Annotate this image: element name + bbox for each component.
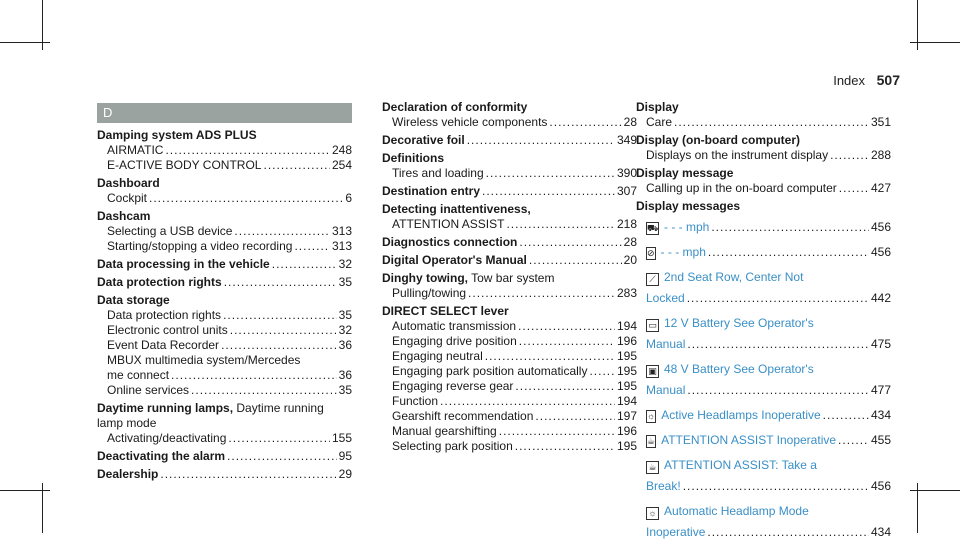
dot-leader xyxy=(149,191,343,206)
message-text[interactable]: 2nd Seat Row, Center Not xyxy=(664,270,804,284)
entry-heading: Display messages xyxy=(636,199,741,213)
sub-entry xyxy=(382,364,637,379)
page-ref[interactable]: 28 xyxy=(623,235,637,249)
entry-heading-cont: lamp mode xyxy=(97,416,157,430)
entry-text[interactable]: Manual xyxy=(646,383,686,397)
index-entry-line xyxy=(107,224,352,239)
page-ref[interactable]: 248 xyxy=(331,143,352,157)
index-entry xyxy=(636,100,891,130)
page-number: 507 xyxy=(876,72,900,88)
index-entry xyxy=(382,133,637,148)
dot-leader xyxy=(272,257,337,272)
index-entry-line xyxy=(392,217,637,232)
entry-heading: Dashboard xyxy=(97,176,160,190)
entry-text: Wireless vehicle components xyxy=(392,115,548,129)
sub-entry xyxy=(382,349,637,364)
sub-entry xyxy=(382,394,637,409)
page-ref[interactable]: 194 xyxy=(616,394,637,408)
sub-entry xyxy=(97,323,352,338)
dot-leader xyxy=(499,424,615,439)
entry-text: Starting/stopping a video recording xyxy=(107,239,293,253)
message-line xyxy=(646,455,891,476)
dot-leader xyxy=(230,323,337,338)
index-entry-line xyxy=(392,424,637,439)
index-entry xyxy=(382,202,637,232)
page-ref[interactable]: 95 xyxy=(338,449,352,463)
index-column-2 xyxy=(382,100,637,457)
dot-leader xyxy=(263,158,329,173)
index-entry xyxy=(636,133,891,163)
dot-leader xyxy=(482,184,615,199)
index-entry xyxy=(97,257,352,272)
message-text[interactable]: ATTENTION ASSIST Inoperative xyxy=(661,433,837,447)
sub-entry xyxy=(97,338,352,353)
entry-heading: Display (on-board computer) xyxy=(636,133,801,147)
dot-leader xyxy=(515,379,615,394)
index-entry xyxy=(382,253,637,268)
dot-leader xyxy=(683,476,869,497)
dot-leader xyxy=(515,439,615,454)
crop-mark xyxy=(0,490,50,491)
entry-text: Data protection rights xyxy=(97,275,222,289)
message-line xyxy=(646,313,891,334)
entry-text: Manual gearshifting xyxy=(392,424,497,438)
sub-entry xyxy=(382,319,637,334)
seat-icon: ⟋ xyxy=(646,273,659,286)
entry-text: me connect xyxy=(107,368,170,382)
entry-text: Engaging neutral xyxy=(392,349,483,363)
entry-heading: Data storage xyxy=(97,293,170,307)
dot-leader xyxy=(467,133,615,148)
message-text[interactable]: Automatic Headlamp Mode xyxy=(664,504,809,518)
message-text[interactable]: - - - mph xyxy=(660,245,706,259)
coffee-cup-icon: ☕ xyxy=(647,436,656,446)
entry-text: Care xyxy=(646,115,673,129)
entry-text: Engaging park position automatically xyxy=(392,364,588,378)
display-message-entry xyxy=(636,267,891,309)
index-entry-line xyxy=(392,166,637,181)
index-entry xyxy=(636,166,891,196)
dot-leader xyxy=(830,148,869,163)
entry-text: Diagnostics connection xyxy=(382,235,518,249)
dot-leader xyxy=(529,253,622,268)
sub-entry xyxy=(97,224,352,239)
index-entry-line xyxy=(392,364,637,379)
entry-text: Dealership xyxy=(97,467,159,481)
page-header xyxy=(833,72,900,88)
page-ref[interactable]: 6 xyxy=(345,191,352,205)
coffee-cup-icon: ☕ xyxy=(646,461,659,474)
entry-heading xyxy=(97,401,352,416)
index-entry xyxy=(97,467,352,482)
display-message-entry xyxy=(636,313,891,355)
sub-entry xyxy=(97,308,352,323)
page-ref[interactable]: 442 xyxy=(870,291,891,305)
entry-text: Event Data Recorder xyxy=(107,338,220,352)
entry-text: Calling up in the on-board computer xyxy=(646,181,837,195)
dot-leader xyxy=(549,115,621,130)
dot-leader xyxy=(440,394,615,409)
page-ref[interactable]: 32 xyxy=(338,323,352,337)
dot-leader xyxy=(589,364,615,379)
crop-mark xyxy=(0,42,50,43)
dot-leader xyxy=(708,242,869,263)
crop-mark xyxy=(910,42,960,43)
index-entry-line xyxy=(392,115,637,130)
index-entry xyxy=(382,100,637,130)
index-entry-line xyxy=(392,349,637,364)
dot-leader xyxy=(838,430,869,451)
index-entry xyxy=(97,401,352,446)
entry-text: Activating/deactivating xyxy=(107,431,227,445)
headlamp-icon: ☼ xyxy=(646,507,659,520)
entry-heading: Damping system ADS PLUS xyxy=(97,128,257,142)
entry-see-also: Daytime running xyxy=(233,401,324,415)
index-entry-line xyxy=(646,148,891,163)
page-ref[interactable]: 349 xyxy=(616,133,637,147)
message-text[interactable]: - - - mph xyxy=(664,220,710,234)
entry-text: Displays on the instrument display xyxy=(646,148,829,162)
battery-48v-icon: ▣ xyxy=(646,365,659,378)
index-entry-line xyxy=(107,143,352,158)
entry-text: Destination entry xyxy=(382,184,481,198)
index-entry xyxy=(382,304,637,454)
message-text[interactable]: 48 V Battery See Operator's xyxy=(664,362,814,376)
entry-text[interactable]: Manual xyxy=(646,337,686,351)
message-line xyxy=(646,501,891,522)
dot-leader xyxy=(518,319,615,334)
page-ref[interactable]: 456 xyxy=(870,479,891,493)
sub-entry xyxy=(382,439,637,454)
index-entry-line xyxy=(392,439,637,454)
page-ref[interactable]: 455 xyxy=(870,433,891,447)
index-entry xyxy=(382,184,637,199)
dot-leader xyxy=(165,143,330,158)
index-entry-line xyxy=(107,338,352,353)
index-entry-line xyxy=(107,158,352,173)
display-message-entry xyxy=(636,359,891,401)
entry-text: Digital Operator's Manual xyxy=(382,253,527,267)
index-entry-line xyxy=(646,430,891,451)
index-entry xyxy=(97,449,352,464)
index-entry-line xyxy=(382,253,637,268)
index-entry-line xyxy=(392,379,637,394)
message-line xyxy=(646,267,891,288)
page-ref[interactable]: 194 xyxy=(616,319,637,333)
entry-text: Pulling/towing xyxy=(392,286,467,300)
page-ref[interactable]: 20 xyxy=(623,253,637,267)
dot-leader xyxy=(485,349,615,364)
entry-heading: DIRECT SELECT lever xyxy=(382,304,509,318)
index-entry-line xyxy=(646,217,891,238)
index-entry-line xyxy=(646,242,891,263)
sub-entry xyxy=(636,115,891,130)
page-ref[interactable]: 427 xyxy=(870,181,891,195)
battery-icon: ▭ xyxy=(646,319,659,332)
entry-text: Online services xyxy=(107,383,190,397)
index-entry-line xyxy=(646,380,891,401)
sub-entry xyxy=(382,379,637,394)
car-lane-icon: ⛟ xyxy=(647,223,659,233)
page-ref[interactable]: 218 xyxy=(616,217,637,231)
sub-entry xyxy=(382,424,637,439)
index-entry-line xyxy=(646,181,891,196)
sub-entry xyxy=(97,191,352,206)
index-entry-line xyxy=(107,308,352,323)
entry-text: Gearshift recommendation xyxy=(392,409,534,423)
index-entry-line xyxy=(97,257,352,272)
dot-leader xyxy=(171,368,337,383)
entry-text[interactable]: Locked xyxy=(646,291,685,305)
entry-text: ATTENTION ASSIST xyxy=(392,217,505,231)
index-column-1 xyxy=(97,100,352,485)
dot-leader xyxy=(687,288,869,309)
entry-heading: Definitions xyxy=(382,151,444,165)
index-entry xyxy=(382,235,637,250)
dot-leader xyxy=(687,380,869,401)
message-line xyxy=(646,359,891,380)
sub-entry xyxy=(97,383,352,398)
page-ref[interactable]: 313 xyxy=(331,239,352,253)
dot-leader xyxy=(223,308,337,323)
dot-leader xyxy=(486,166,615,181)
index-entry-line xyxy=(382,133,637,148)
index-entry-line xyxy=(646,288,891,309)
dot-leader xyxy=(687,334,869,355)
dot-leader xyxy=(227,449,337,464)
index-entry xyxy=(382,151,637,181)
entry-text: Decorative foil xyxy=(382,133,465,147)
entry-text[interactable]: Inoperative xyxy=(646,525,706,539)
page-ref[interactable]: 36 xyxy=(338,368,352,382)
page-ref[interactable]: 35 xyxy=(338,275,352,289)
entry-text: Selecting a USB device xyxy=(107,224,233,238)
sub-entry xyxy=(382,409,637,424)
index-entry xyxy=(97,128,352,173)
page-ref[interactable]: 29 xyxy=(338,467,352,481)
section-letter-header: D xyxy=(97,103,352,123)
sub-entry xyxy=(97,239,352,254)
index-entry-line xyxy=(392,409,637,424)
page-ref[interactable]: 313 xyxy=(331,224,352,238)
index-entry-line xyxy=(382,184,637,199)
page-ref[interactable]: 196 xyxy=(616,424,637,438)
index-entry-line xyxy=(107,431,352,446)
entry-text: Data protection rights xyxy=(107,308,222,322)
page-ref[interactable]: 155 xyxy=(331,431,352,445)
sub-entry xyxy=(382,166,637,181)
index-entry xyxy=(97,293,352,398)
entry-heading-bold: Dinghy towing, xyxy=(382,271,468,285)
page-ref[interactable]: 475 xyxy=(870,337,891,351)
message-text[interactable]: Active Headlamps Inoperative xyxy=(661,408,821,422)
index-entry-line xyxy=(107,368,352,383)
crop-mark xyxy=(910,490,960,491)
index-entry xyxy=(382,271,637,301)
entry-text: AIRMATIC xyxy=(107,143,164,157)
page-ref[interactable]: 36 xyxy=(338,338,352,352)
page-ref[interactable]: 390 xyxy=(616,166,637,180)
dot-leader xyxy=(506,217,615,232)
page-ref[interactable]: 35 xyxy=(338,308,352,322)
page-ref[interactable]: 196 xyxy=(616,334,637,348)
index-entry-line xyxy=(392,286,637,301)
sub-entry xyxy=(636,148,891,163)
display-message-entry xyxy=(636,455,891,497)
page-ref[interactable]: 254 xyxy=(331,158,352,172)
display-message-entry xyxy=(636,217,891,238)
dot-leader xyxy=(535,409,615,424)
page-ref[interactable]: 283 xyxy=(616,286,637,300)
entry-heading: Display xyxy=(636,100,679,114)
page-ref[interactable]: 195 xyxy=(616,349,637,363)
entry-heading: Dashcam xyxy=(97,209,151,223)
headlamp-icon: ☼ xyxy=(647,411,656,421)
sub-entry xyxy=(97,431,352,446)
page-ref[interactable]: 456 xyxy=(870,245,891,259)
entry-heading xyxy=(382,271,637,286)
index-entry-line xyxy=(646,334,891,355)
page-ref[interactable]: 35 xyxy=(338,383,352,397)
page-ref[interactable]: 307 xyxy=(616,184,637,198)
entry-see-also: Tow bar system xyxy=(468,271,555,285)
index-entry-line xyxy=(107,323,352,338)
entry-text: Tires and loading xyxy=(392,166,484,180)
index-entry-line xyxy=(392,394,637,409)
entry-text: Engaging reverse gear xyxy=(392,379,514,393)
page-ref[interactable]: 434 xyxy=(870,408,891,422)
page-ref[interactable]: 28 xyxy=(623,115,637,129)
entry-heading: Declaration of conformity xyxy=(382,100,528,114)
header-label: Index xyxy=(833,73,866,88)
dot-leader xyxy=(839,181,869,196)
dot-leader xyxy=(221,338,337,353)
page-ref[interactable]: 477 xyxy=(870,383,891,397)
display-message-entry xyxy=(636,242,891,263)
entry-text: Automatic transmission xyxy=(392,319,517,333)
dot-leader xyxy=(519,235,621,250)
page-ref[interactable]: 456 xyxy=(870,220,891,234)
index-entry-line xyxy=(646,476,891,497)
entry-text: E-ACTIVE BODY CONTROL xyxy=(107,158,262,172)
entry-text: Data processing in the vehicle xyxy=(97,257,270,271)
dot-leader xyxy=(234,224,330,239)
entry-text: MBUX multimedia system/Mercedes xyxy=(107,353,301,367)
entry-text: Function xyxy=(392,394,439,408)
index-entry-line xyxy=(107,383,352,398)
page-ref[interactable]: 351 xyxy=(870,115,891,129)
dot-leader xyxy=(468,286,615,301)
index-column-3 xyxy=(636,100,891,547)
sub-entry xyxy=(97,143,352,158)
entry-heading: Display message xyxy=(636,166,734,180)
index-entry xyxy=(97,209,352,254)
page-ref[interactable]: 434 xyxy=(870,525,891,539)
index-entry-line xyxy=(97,467,352,482)
page-ref[interactable]: 197 xyxy=(616,409,637,423)
entry-heading-bold: Daytime running lamps, xyxy=(97,401,234,415)
index-entry-line xyxy=(646,405,891,426)
sub-entry xyxy=(382,334,637,349)
page-ref[interactable]: 32 xyxy=(338,257,352,271)
sub-entry xyxy=(382,115,637,130)
index-entry-line xyxy=(646,115,891,130)
index-entry-line xyxy=(107,239,352,254)
index-entry-line xyxy=(97,449,352,464)
entry-text: Selecting park position xyxy=(392,439,513,453)
sub-entry xyxy=(97,353,352,383)
display-message-entry xyxy=(636,501,891,543)
index-entry-line xyxy=(382,235,637,250)
message-text[interactable]: 12 V Battery See Operator's xyxy=(664,316,814,330)
index-entry xyxy=(97,176,352,206)
index-entry-line xyxy=(97,275,352,290)
page-ref[interactable]: 288 xyxy=(870,148,891,162)
entry-text: Electronic control units xyxy=(107,323,228,337)
dot-leader xyxy=(224,275,337,290)
page-ref[interactable]: 195 xyxy=(616,379,637,393)
dot-leader xyxy=(519,334,615,349)
dot-leader xyxy=(711,217,869,238)
dot-leader xyxy=(228,431,330,446)
index-entry-line xyxy=(392,319,637,334)
page-ref[interactable]: 195 xyxy=(616,364,637,378)
index-entry-line xyxy=(107,191,352,206)
message-text[interactable]: ATTENTION ASSIST: Take a xyxy=(664,458,817,472)
entry-text: Deactivating the alarm xyxy=(97,449,226,463)
entry-text[interactable]: Break! xyxy=(646,479,681,493)
sub-entry xyxy=(382,217,637,232)
entry-heading: Detecting inattentiveness, xyxy=(382,202,531,216)
dot-leader xyxy=(823,405,869,426)
display-message-entry xyxy=(636,405,891,426)
dot-leader xyxy=(294,239,330,254)
dot-leader xyxy=(191,383,337,398)
crossed-circle-icon: ⊘ xyxy=(647,248,655,258)
page-ref[interactable]: 195 xyxy=(616,439,637,453)
dot-leader xyxy=(674,115,869,130)
index-entry xyxy=(636,199,891,214)
sub-entry xyxy=(382,286,637,301)
entry-text: Engaging drive position xyxy=(392,334,517,348)
display-message-entry xyxy=(636,430,891,451)
sub-entry xyxy=(636,181,891,196)
entry-text: Cockpit xyxy=(107,191,148,205)
index-entry-line xyxy=(392,334,637,349)
sub-entry xyxy=(97,158,352,173)
dot-leader xyxy=(160,467,336,482)
index-entry xyxy=(97,275,352,290)
